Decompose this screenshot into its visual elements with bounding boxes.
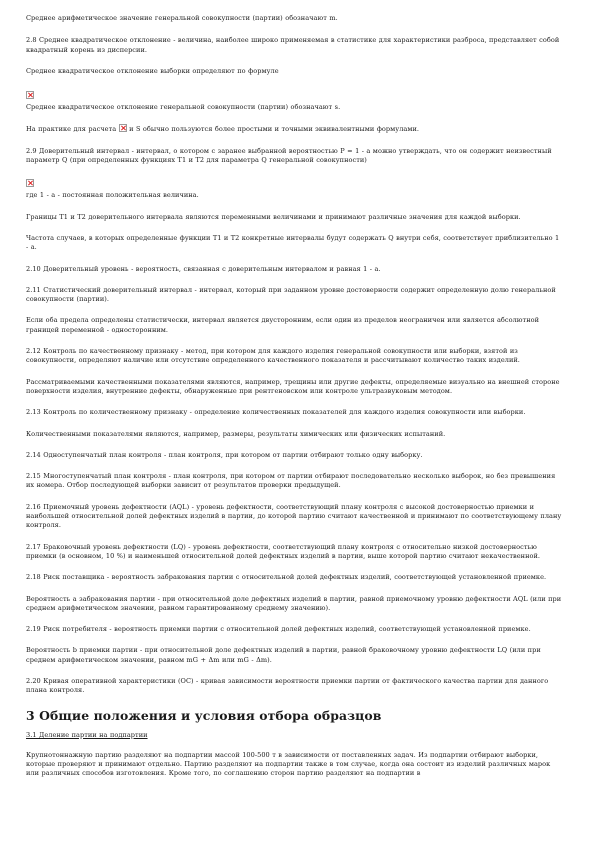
paragraph: 2.18 Риск поставщика - вероятность забракования партии с относительной долей дефектных изделий, соответствующей установленной приемке. xyxy=(26,573,547,582)
paragraph: 2.8 Среднее квадратическое отклонение - величина, наиболее широко применяемая в статистике для характеристики разброса, представляет собой квадратный корень из дисперсии. xyxy=(26,36,560,54)
paragraph: 2.10 Доверительный уровень - вероятность, связанная с доверительным интервалом и равная 1 - a. xyxy=(26,264,381,273)
paragraph: Среднее арифметическое значение генеральной совокупности (партии) обозначают m. xyxy=(26,14,338,22)
paragraph: 2.14 Одноступенчатый план контроля - план контроля, при котором от партии отбирают только одну выборку. xyxy=(26,450,423,459)
paragraph-with-inline-image xyxy=(26,124,562,134)
paragraph: Среднее квадратическое отклонение выборки определяют по формуле xyxy=(26,66,279,75)
paragraph: где 1 - a - постоянная положительная величина. xyxy=(26,191,199,200)
section-heading: 3 Общие положения и условия отбора образцов xyxy=(26,707,382,723)
paragraph: Рассматриваемыми качественными показателями являются, например, трещины или другие дефекты, определяемые визуально на внешней стороне поверхности изделия, внутренние дефекты, обнаруженные при рентгеновском или контроле ультразвуковым методом. xyxy=(26,377,560,395)
paragraph: 2.11 Статистический доверительный интервал - интервал, который при заданном уровне достоверности содержит определенную долю генеральной совокупности (партии). xyxy=(26,285,556,304)
paragraph: Количественными показателями являются, например, размеры, результаты химических или физических испытаний. xyxy=(26,429,446,438)
paragraph: 2.13 Контроль по количественному признаку - определение количественных показателей для каждого изделия совокупности или выборки. xyxy=(26,408,526,417)
formula-image-placeholder xyxy=(26,83,562,92)
paragraph: Границы T1 и T2 доверительного интервала являются переменными величинами и принимают различные значения для каждой выборки. xyxy=(26,212,521,221)
paragraph: 2.19 Риск потребителя - вероятность приемки партии с относительной долей дефектных изделий, соответствующей установленной приемке. xyxy=(26,625,531,634)
paragraph-text-after: и S обычно пользуются более простыми и точными эквивалентными формулами. xyxy=(129,125,420,134)
paragraph: 2.12 Контроль по качественному признаку - метод, при котором для каждого изделия генеральной совокупности или выборки, взятой из совокупности, определяют наличие или отсутствие определенного качественного показателя и рассчитывают количество таких изделий. xyxy=(26,347,520,365)
paragraph: 2.16 Приемочный уровень дефектности (AQL) - уровень дефектности, соответствующий плану контроля с высокой достоверностью приемки и наибольшей относительной долей дефектных изделий в партии, до которой партию считают качественной и принимают по соответствующему плану контроля. xyxy=(26,502,562,530)
broken-image-icon xyxy=(26,179,34,187)
paragraph: Вероятность b приемки партии - при относительной доле дефектных изделий в партии, равной браковочному уровню дефектности LQ (или при среднем арифметическом значении, равном mG + Δm или mG - Δm). xyxy=(26,646,541,664)
paragraph: Среднее квадратическое отклонение генеральной совокупности (партии) обозначают s. xyxy=(26,103,341,112)
paragraph: Если оба предела определены статистически, интервал является двусторонним, если один из пределов неограничен или является абсолютной границей переменной - односторонним. xyxy=(26,316,540,334)
paragraph: 2.15 Многоступенчатый план контроля - план контроля, при котором от партии отбирают последовательно несколько выборок, но без превышения их номера. Отбор последующей выборки зависит от результатов проверки предыдущей. xyxy=(26,472,556,490)
broken-image-icon xyxy=(119,124,127,132)
paragraph: 2.17 Браковочный уровень дефектности (LQ) - уровень дефектности, соответствующий плану контроля с относительно низкой достоверностью приемки (в основном, 10 %) и наименьшей относительной долей дефектных изделий в партии, выше которой партию считают некачественной. xyxy=(26,542,541,560)
broken-image-icon xyxy=(26,91,34,99)
paragraph: 2.9 Доверительный интервал - интервал, о котором с заранее выбранной вероятностью P = 1 - a можно утверждать, что он содержит неизвестный параметр Q (при определенных функциях T1 и T2 для параметра Q генеральной совокупности) xyxy=(26,146,552,165)
document-page xyxy=(26,14,562,779)
paragraph-text-before: На практике для расчета xyxy=(26,125,117,134)
paragraph: Частота случаев, в которых определенные функции T1 и T2 конкретные интервалы будут содержать Q внутри себя, соответствует приблизительно 1 - a. xyxy=(26,233,560,252)
paragraph: 2.20 Кривая оперативной характеристики (ОС) - кривая зависимости вероятности приемки партии от фактического качества партии для данного плана контроля. xyxy=(26,676,549,695)
paragraph: Вероятность a забракования партии - при относительной доле дефектных изделий в партии, равной приемочному уровню дефектности AQL (или при среднем арифметическом значении, равном гарантированному среднему значению). xyxy=(26,594,562,612)
paragraph: Крупнотоннажную партию разделяют на подпартии массой 100-500 т в зависимости от поставленных задач. Из подпартии отбирают выборки, которые проверяют и принимают отдельно. Партию разделяют на подпартии также в том случае, когда она состоит из изделий различных марок или различных способов изготовления. Кроме того, по соглашению сторон партию разделяют на подпартии в xyxy=(26,750,551,778)
subsection-heading: 3.1 Деление партии на подпартии xyxy=(26,730,148,739)
formula-image-placeholder xyxy=(26,171,562,180)
